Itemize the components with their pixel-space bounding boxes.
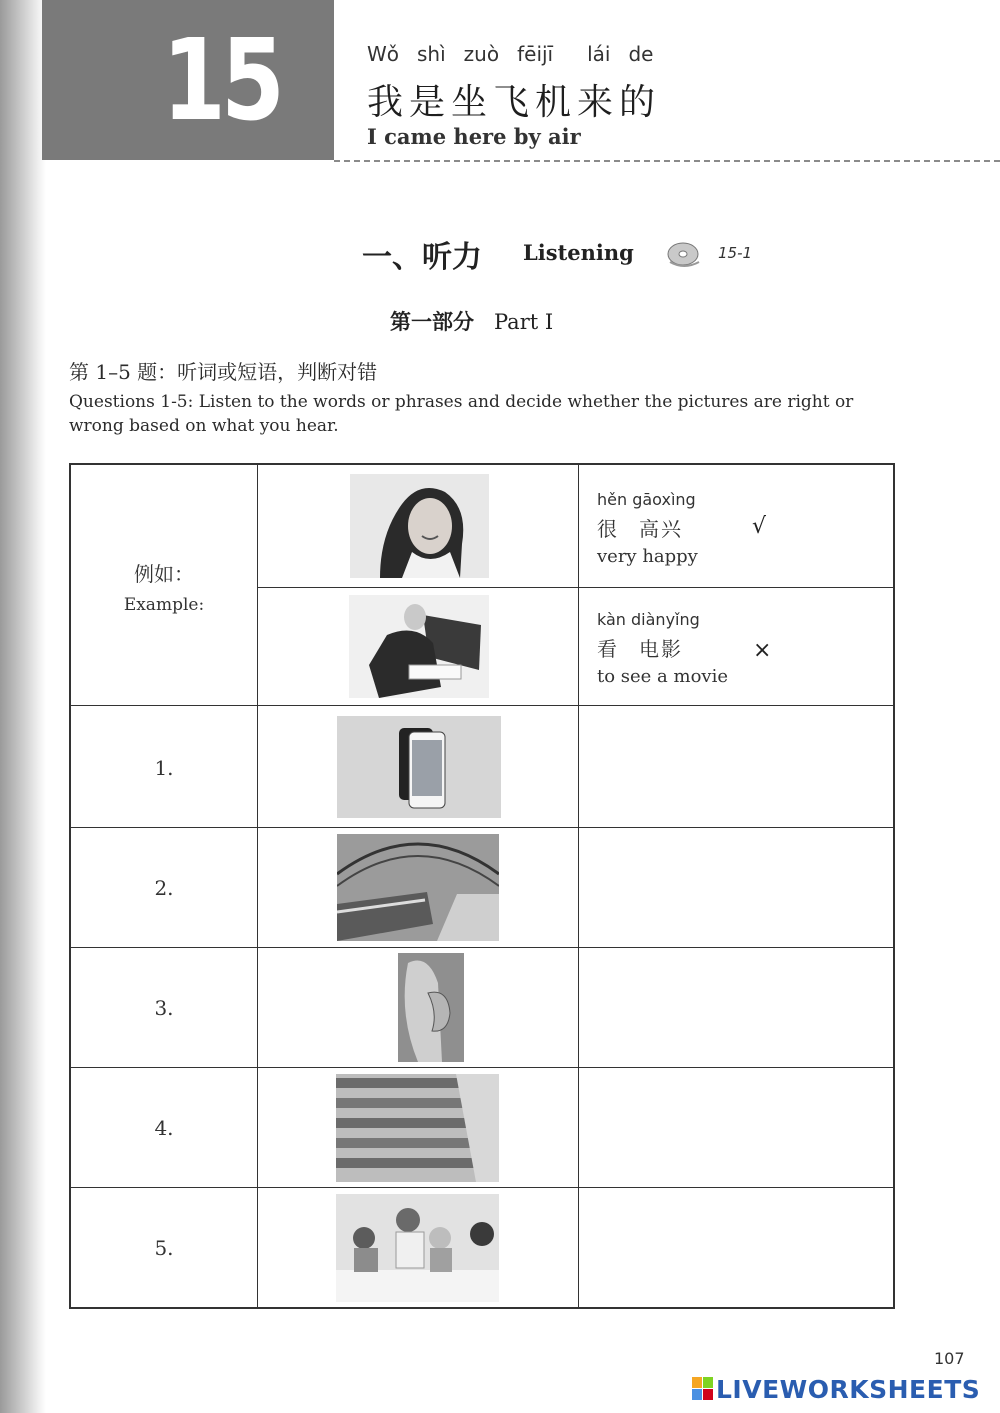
part-heading <box>390 306 553 336</box>
example-answer-1 <box>597 490 703 567</box>
liveworksheets-logo-icon <box>692 1377 714 1401</box>
businessman-reading-photo <box>349 595 489 698</box>
pinyin-syllable: Wǒ <box>367 42 400 66</box>
lesson-title-chinese: 我是坐飞机来的 <box>367 82 662 123</box>
train-station-photo <box>337 834 499 941</box>
table-border-top <box>70 463 895 465</box>
lesson-title-english: I came here by air <box>367 124 581 149</box>
answer-english: to see a movie <box>597 666 728 687</box>
example-label <box>70 558 258 615</box>
section-heading-english: Listening <box>523 240 634 265</box>
part-heading-cn: 第一部分 <box>390 309 474 334</box>
table-row-divider <box>70 827 894 828</box>
supermarket-shelves-photo <box>336 1074 499 1182</box>
answer-hanzi <box>597 513 703 542</box>
answer-hanzi-word: 很 <box>597 517 619 541</box>
instructions-chinese: 第 1–5 题：听词或短语，判断对错 <box>69 360 378 384</box>
answer-hanzi <box>597 633 728 662</box>
hand-to-ear-photo <box>398 953 464 1062</box>
correct-mark: √ <box>752 514 767 539</box>
wrong-mark: × <box>753 638 772 663</box>
part-heading-en: Part Ⅰ <box>494 310 554 334</box>
lesson-title-pinyin <box>367 42 671 66</box>
pinyin-syllable: zuò <box>463 42 500 66</box>
section-heading: 一、听力 <box>362 240 482 275</box>
liveworksheets-brand[interactable] <box>692 1374 980 1404</box>
page-edge-shadow <box>0 0 46 1413</box>
pinyin-syllable: de <box>628 42 654 66</box>
table-row-divider <box>70 705 894 706</box>
table-row-divider <box>70 1187 894 1188</box>
table-row-divider <box>258 587 894 588</box>
table-row-divider <box>70 947 894 948</box>
table-border-bottom <box>69 1307 895 1309</box>
question-number: 1. <box>154 756 174 780</box>
table-column-divider <box>578 463 579 1309</box>
instructions-english: Questions 1-5: Listen to the words or phrases and decide whether the pictures are right or wrong based on what you hear. <box>69 392 854 436</box>
audio-track-label: 15-1 <box>718 244 753 262</box>
question-number: 5. <box>154 1236 174 1260</box>
smartphone-photo <box>337 716 501 818</box>
answer-pinyin: hěn gāoxìng <box>597 490 696 509</box>
example-label-en: Example: <box>123 595 205 615</box>
pinyin-syllable: lái <box>587 42 611 66</box>
example-label-cn: 例如： <box>134 562 194 586</box>
answer-english: very happy <box>597 546 698 567</box>
pinyin-syllable: fēijī <box>517 42 554 66</box>
smiling-girl-photo <box>350 474 489 578</box>
answer-pinyin: kàn diànyǐng <box>597 610 700 629</box>
lesson-number: 15 <box>162 16 280 146</box>
audio-cd-icon[interactable] <box>666 240 702 270</box>
question-number: 4. <box>154 1116 174 1140</box>
answer-hanzi-word: 高兴 <box>639 517 683 541</box>
table-border-right <box>893 463 895 1309</box>
brand-name: LIVEWORKSHEETS <box>716 1374 981 1404</box>
answer-hanzi-word: 看 <box>597 637 619 661</box>
header-divider <box>334 160 1000 162</box>
question-number: 2. <box>154 876 174 900</box>
question-number: 3. <box>154 996 174 1020</box>
table-row-divider <box>70 1067 894 1068</box>
page-number: 107 <box>934 1349 965 1368</box>
answer-hanzi-word: 电影 <box>639 637 683 661</box>
pinyin-syllable: shì <box>417 42 446 66</box>
example-answer-2 <box>597 610 728 687</box>
classroom-children-photo <box>336 1194 499 1302</box>
